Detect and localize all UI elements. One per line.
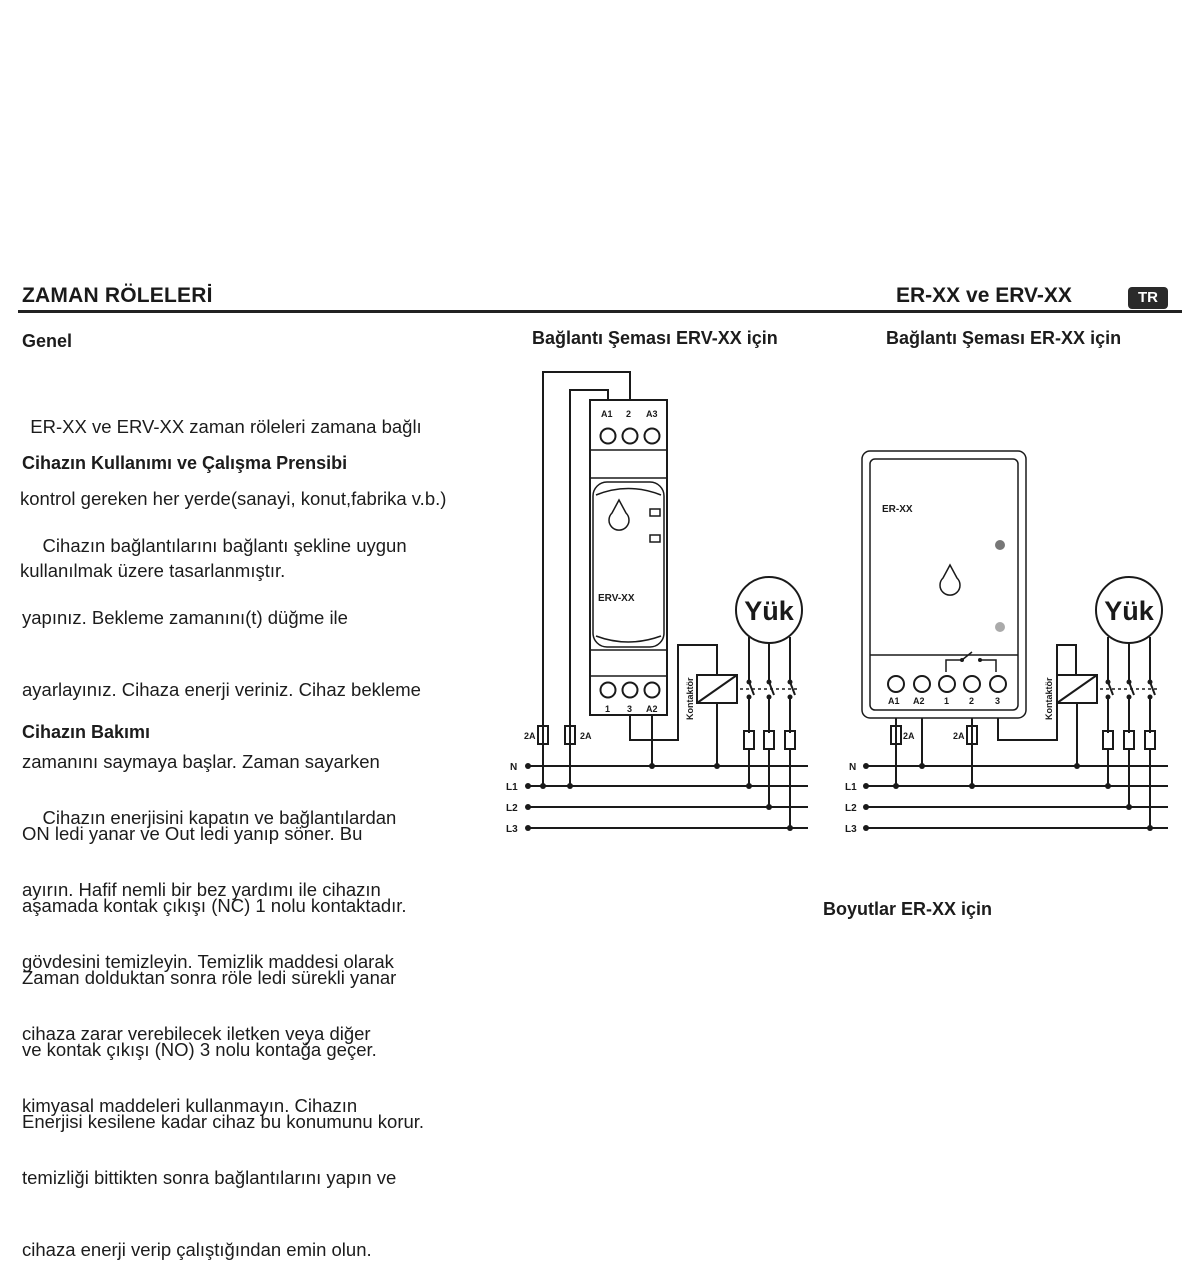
text-line: ayırın. Hafif nemli bir bez yardımı ile cihazın [22, 879, 381, 900]
fuse-icon [1145, 731, 1155, 749]
line-label-l2: L2 [506, 803, 518, 814]
contactor-contacts [744, 648, 795, 831]
diagram-er [845, 451, 1168, 835]
text-line: Enerjisi kesilene kadar cihaz bu konumunu korur. [22, 1111, 425, 1132]
supply-lines [845, 762, 1168, 835]
page-title: ZAMAN RÖLELERİ [22, 284, 213, 307]
fuse-label: 2A [524, 731, 536, 741]
terminal-label: 1 [605, 704, 611, 714]
text-line: kimyasal maddeleri kullanmayın. Cihazın [22, 1095, 358, 1116]
er-device [862, 451, 1026, 718]
diagram-erv [506, 372, 808, 835]
text-line: yapınız. Bekleme zamanını(t) düğme ile [22, 607, 348, 628]
terminal-screw-icon [623, 683, 638, 698]
terminal-label: 3 [627, 704, 633, 714]
line-label-n: N [510, 762, 518, 773]
diagram-erv-title: Bağlantı Şeması ERV-XX için [532, 328, 778, 348]
terminal-screw-icon [623, 429, 638, 444]
erv-device [590, 400, 667, 715]
fuse-icon [785, 731, 795, 749]
text-line: ve kontak çıkışı (NO) 3 nolu kontağa geçer. [22, 1039, 377, 1060]
text-line: Cihazın bağlantılarını bağlantı şekline uygun [22, 535, 407, 556]
text-line: gövdesini temizleyin. Temizlik maddesi olarak [22, 951, 394, 972]
diagram-er-title: Bağlantı Şeması ER-XX için [886, 328, 1122, 348]
text-line: Cihazın enerjisini kapatın ve bağlantılardan [22, 807, 397, 828]
line-label-l2: L2 [845, 803, 857, 814]
terminal-screw-icon [645, 429, 660, 444]
text-line: Zaman dolduktan sonra röle ledi sürekli yanar [22, 967, 397, 988]
text-line: cihaza enerji verip çalıştığından emin olun. [22, 1239, 372, 1260]
terminal-screw-icon [601, 683, 616, 698]
terminal-label: A2 [646, 704, 658, 714]
text-line: kullanılmak üzere tasarlanmıştır. [20, 560, 286, 581]
section-title-maintenance: Cihazın Bakımı [22, 722, 151, 742]
terminal-label: 3 [995, 696, 1001, 706]
text-line: ER-XX ve ERV-XX zaman röleleri zamana bağlı [20, 416, 422, 437]
terminal-label: 1 [944, 696, 950, 706]
fuse-label: 2A [580, 731, 592, 741]
led-icon [995, 540, 1005, 550]
terminal-label: 2 [969, 696, 975, 706]
load-label: Yük [1104, 596, 1154, 626]
text-line: temizliği bittikten sonra bağlantılarını yapın ve [22, 1167, 397, 1188]
text-line: zamanını saymaya başlar. Zaman sayarken [22, 751, 380, 772]
fuse-label: 2A [953, 731, 965, 741]
terminal-label: A2 [913, 696, 925, 706]
text-line: kontrol gereken her yerde(sanayi, konut,fabrika v.b.) [20, 488, 447, 509]
supply-lines [506, 762, 808, 835]
fuse-label: 2A [903, 731, 915, 741]
text-line: ON ledi yanar ve Out ledi yanıp söner. Bu [22, 823, 363, 844]
fuse-icon [1103, 731, 1113, 749]
text-line: ayarlayınız. Cihaza enerji veriniz. Cihaz bekleme [22, 679, 421, 700]
terminal-label: A3 [646, 409, 658, 419]
language-badge: TR [1128, 287, 1168, 309]
led-icon [650, 509, 660, 516]
led-icon [995, 622, 1005, 632]
terminal-screw-icon [645, 683, 660, 698]
fuse-icon [744, 731, 754, 749]
fuse-icon [764, 731, 774, 749]
contactor-contacts [1103, 648, 1155, 831]
section-title-general: Genel [22, 331, 73, 351]
led-icon [650, 535, 660, 542]
text-line: cihaza zarar verebilecek iletken veya diğer [22, 1023, 371, 1044]
load-label: Yük [744, 596, 794, 626]
device-label: ER-XX [882, 504, 913, 515]
line-label-l1: L1 [845, 782, 857, 793]
terminal-screw-icon [601, 429, 616, 444]
line-label-l1: L1 [506, 782, 518, 793]
text-line: aşamada kontak çıkışı (NC) 1 nolu kontaktadır. [22, 895, 407, 916]
model-names: ER-XX ve ERV-XX [896, 284, 1072, 307]
dimensions-caption: Boyutlar ER-XX için [823, 899, 993, 919]
line-label-n: N [849, 762, 857, 773]
contactor-label: Kontaktör [685, 677, 695, 720]
line-label-l3: L3 [845, 824, 857, 835]
contactor-label: Kontaktör [1044, 677, 1054, 720]
fuse-icon [1124, 731, 1134, 749]
line-label-l3: L3 [506, 824, 518, 835]
section-title-usage: Cihazın Kullanımı ve Çalışma Prensibi [22, 453, 348, 473]
terminal-label: A1 [888, 696, 900, 706]
terminal-label: 2 [626, 409, 632, 419]
terminal-label: A1 [601, 409, 613, 419]
device-label: ERV-XX [598, 593, 635, 604]
time-knob-icon [609, 500, 629, 530]
